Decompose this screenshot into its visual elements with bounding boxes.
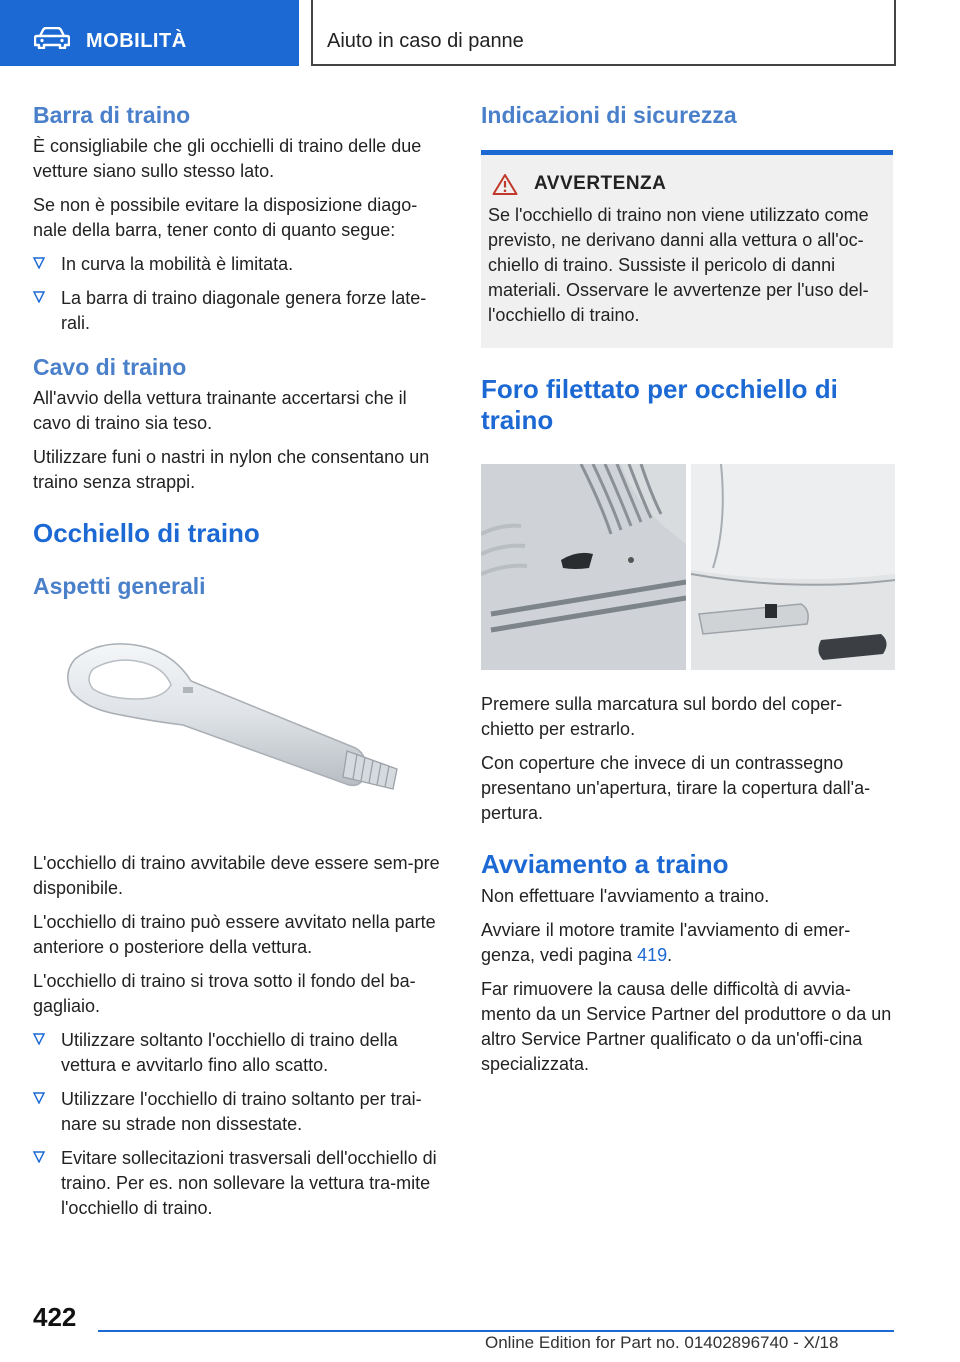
footer-divider — [98, 1330, 894, 1332]
list-item: In curva la mobilità è limitata. — [33, 252, 445, 277]
triangle-bullet-icon — [33, 1092, 45, 1104]
paragraph: Far rimuovere la causa delle difficoltà di avvia-mento da un Service Partner del produttore o da un altro Service Partner qualificato o da un'offi-cina specializzata. — [481, 979, 892, 1074]
paragraph: All'avvio della vettura trainante accertarsi che il cavo di traino sia teso. — [33, 388, 407, 433]
chapter-title-box — [311, 0, 896, 66]
bullet-list — [33, 252, 445, 336]
heading-foro-filettato: Foro filettato per occhiello di traino — [481, 374, 838, 435]
paragraph: L'occhiello di traino si trova sotto il fondo del ba-gagliaio. — [33, 971, 416, 1016]
bullet-list — [33, 1028, 445, 1221]
list-item: Evitare sollecitazioni trasversali dell'occhiello di traino. Per es. non sollevare la vettura tra-mite l'occhiello di traino. — [33, 1146, 445, 1221]
chapter-title: Aiuto in caso di panne — [327, 30, 524, 52]
paragraph: Avviare il motore tramite l'avviamento di emer-genza, vedi pagina 419. — [481, 920, 851, 965]
left-column — [33, 100, 445, 1230]
list-item: Utilizzare soltanto l'occhiello di traino della vettura e avvitarlo fino allo scatto. — [33, 1028, 445, 1078]
page-number: 422 — [33, 1302, 77, 1332]
section-label: MOBILITÀ — [86, 30, 187, 52]
paragraph: L'occhiello di traino può essere avvitato nella parte anteriore o posteriore della vettura. — [33, 912, 436, 957]
threaded-hole-photo — [481, 464, 895, 670]
warning-text: Se l'occhiello di traino non viene utilizzato come previsto, ne derivano danni alla vettura o all'oc-chiello di traino. Sussiste il pericolo di danni materiali. Osservare le avvertenze per l'uso del-l'occhiello di traino. — [488, 205, 869, 325]
tow-eye-image — [33, 629, 445, 829]
paragraph: Con coperture che invece di un contrassegno presentano un'apertura, tirare la copertura dall'a-pertura. — [481, 753, 871, 823]
heading-cavo-di-traino: Cavo di traino — [33, 354, 187, 380]
right-column — [481, 100, 893, 1077]
paragraph: Se non è possibile evitare la disposizione diago-nale della barra, tener conto di quanto segue: — [33, 195, 418, 240]
heading-avviamento-a-traino: Avviamento a traino — [481, 849, 729, 879]
warning-triangle-icon — [492, 173, 518, 195]
warning-title: AVVERTENZA — [534, 173, 667, 194]
heading-occhiello-di-traino: Occhiello di traino — [33, 518, 260, 548]
heading-indicazioni-di-sicurezza: Indicazioni di sicurezza — [481, 102, 737, 128]
triangle-bullet-icon — [33, 1033, 45, 1045]
list-item: Utilizzare l'occhiello di traino soltanto per trai-nare su strade non dissestate. — [33, 1087, 445, 1137]
page-link[interactable]: 419 — [637, 945, 668, 965]
triangle-bullet-icon — [33, 1151, 45, 1163]
edition-note: Online Edition for Part no. 01402896740 - X/18 — [485, 1333, 839, 1352]
heading-barra-di-traino: Barra di traino — [33, 102, 191, 128]
paragraph: Utilizzare funi o nastri in nylon che consentano un traino senza strappi. — [33, 447, 430, 492]
paragraph: È consigliabile che gli occhielli di traino delle due vetture siano sullo stesso lato. — [33, 136, 422, 181]
page-header — [0, 0, 960, 66]
car-icon — [34, 27, 70, 49]
subheading-aspetti-generali: Aspetti generali — [33, 573, 206, 599]
paragraph: L'occhiello di traino avvitabile deve essere sem-pre disponibile. — [33, 853, 440, 898]
paragraph: Premere sulla marcatura sul bordo del coper-chietto per estrarlo. — [481, 694, 843, 739]
triangle-bullet-icon — [33, 291, 45, 303]
warning-box — [481, 150, 893, 348]
paragraph: Non effettuare l'avviamento a traino. — [481, 886, 770, 906]
triangle-bullet-icon — [33, 257, 45, 269]
list-item: La barra di traino diagonale genera forze late-rali. — [33, 286, 445, 336]
section-tab-mobility — [0, 0, 299, 66]
warning-header — [492, 173, 885, 195]
